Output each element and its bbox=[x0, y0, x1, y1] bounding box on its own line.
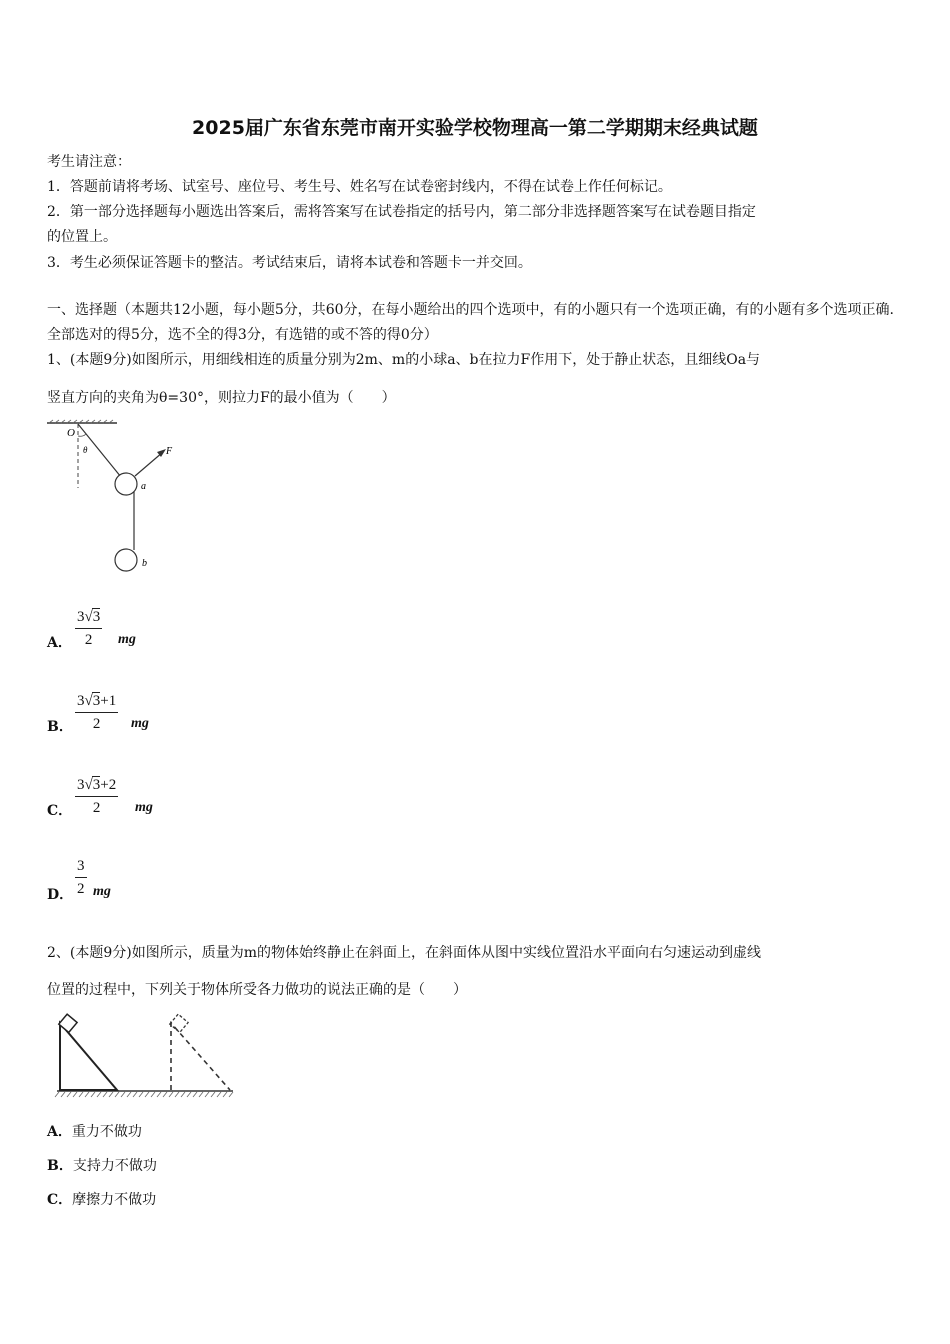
option-unit: mg bbox=[93, 884, 111, 899]
q2-stem-line1: 2、(本题9分)如图所示，质量为m的物体始终静止在斜面上，在斜面体从图中实线位置沿水平面向右匀速运动到虚线 bbox=[47, 945, 762, 961]
option-unit: mg bbox=[131, 716, 149, 731]
option-fraction: $\frac{3√3}{2}$ bbox=[77, 609, 101, 648]
page-title: 2025届广东省东莞市南开实验学校物理高一第二学期期末经典试题 bbox=[192, 117, 758, 139]
section-intro: 一、选择题（本题共12小题，每小题5分，共60分，在每小题给出的四个选项中，有的小题只有一个选项正确，有的小题有多个选项正确.全部选对的得5分，选不全的得3分，有选错的或不答的得0分） bbox=[47, 302, 894, 343]
label-b: b bbox=[142, 558, 147, 569]
block-solid bbox=[59, 1014, 77, 1032]
option-letter: B． bbox=[47, 719, 73, 735]
q2-option-b[interactable]: B．支持力不做功 bbox=[47, 1158, 157, 1174]
q2-option-c[interactable]: C．摩擦力不做功 bbox=[47, 1192, 157, 1208]
option-unit: mg bbox=[118, 632, 136, 647]
notice-heading: 考生请注意： bbox=[47, 154, 131, 170]
option-letter: C． bbox=[47, 803, 73, 819]
option-letter: D． bbox=[47, 887, 74, 903]
label-f: F bbox=[166, 446, 173, 457]
option-unit: mg bbox=[135, 800, 153, 815]
ball-a bbox=[115, 473, 137, 495]
angle-arc bbox=[78, 434, 86, 436]
q2-stem-line2: 位置的过程中，下列关于物体所受各力做功的说法正确的是（ ） bbox=[47, 982, 467, 998]
q1-option-a[interactable] bbox=[47, 608, 247, 658]
q1-option-c[interactable] bbox=[47, 776, 247, 826]
q1-stem-line1: 1、(本题9分)如图所示，用细线相连的质量分别为2m、m的小球a、b在拉力F作用下，处于静止状态，且细线Oa与 bbox=[47, 352, 761, 368]
option-fraction: $\frac{3√3+2}{2}$ bbox=[77, 777, 117, 816]
q1-option-d[interactable] bbox=[47, 858, 247, 908]
notice-item-2: 2．第一部分选择题每小题选出答案后，需将答案写在试卷指定的括号内，第二部分非选择题答案写在试卷题目指定 bbox=[47, 204, 756, 220]
option-fraction: $\frac{3√3+1}{2}$ bbox=[77, 693, 117, 732]
q1-stem-line2: 竖直方向的夹角为θ=30°，则拉力F的最小值为（ ） bbox=[47, 390, 396, 406]
notice-item-3: 3．考生必须保证答题卡的整洁。考试结束后，请将本试卷和答题卡一并交回。 bbox=[47, 255, 532, 271]
ground-hatch bbox=[55, 1092, 233, 1097]
q2-figure bbox=[55, 1013, 235, 1103]
q1-option-b[interactable] bbox=[47, 692, 247, 742]
incline-dashed bbox=[171, 1023, 230, 1090]
notice-item-1: 1．答题前请将考场、试室号、座位号、考生号、姓名写在试卷密封线内，不得在试卷上作任何标记。 bbox=[47, 179, 672, 195]
option-fraction: $\frac{3}{2}$ bbox=[77, 858, 85, 897]
notice-item-2-cont: 的位置上。 bbox=[47, 229, 117, 245]
label-a: a bbox=[141, 481, 146, 492]
block-dashed bbox=[170, 1014, 188, 1032]
q2-option-a[interactable]: A．重力不做功 bbox=[47, 1124, 142, 1140]
label-theta: θ bbox=[83, 445, 88, 455]
q1-figure bbox=[45, 420, 185, 580]
option-letter: A． bbox=[47, 635, 72, 651]
ball-b bbox=[115, 549, 137, 571]
label-o: O bbox=[67, 427, 75, 439]
force-f-arrow bbox=[135, 452, 163, 476]
